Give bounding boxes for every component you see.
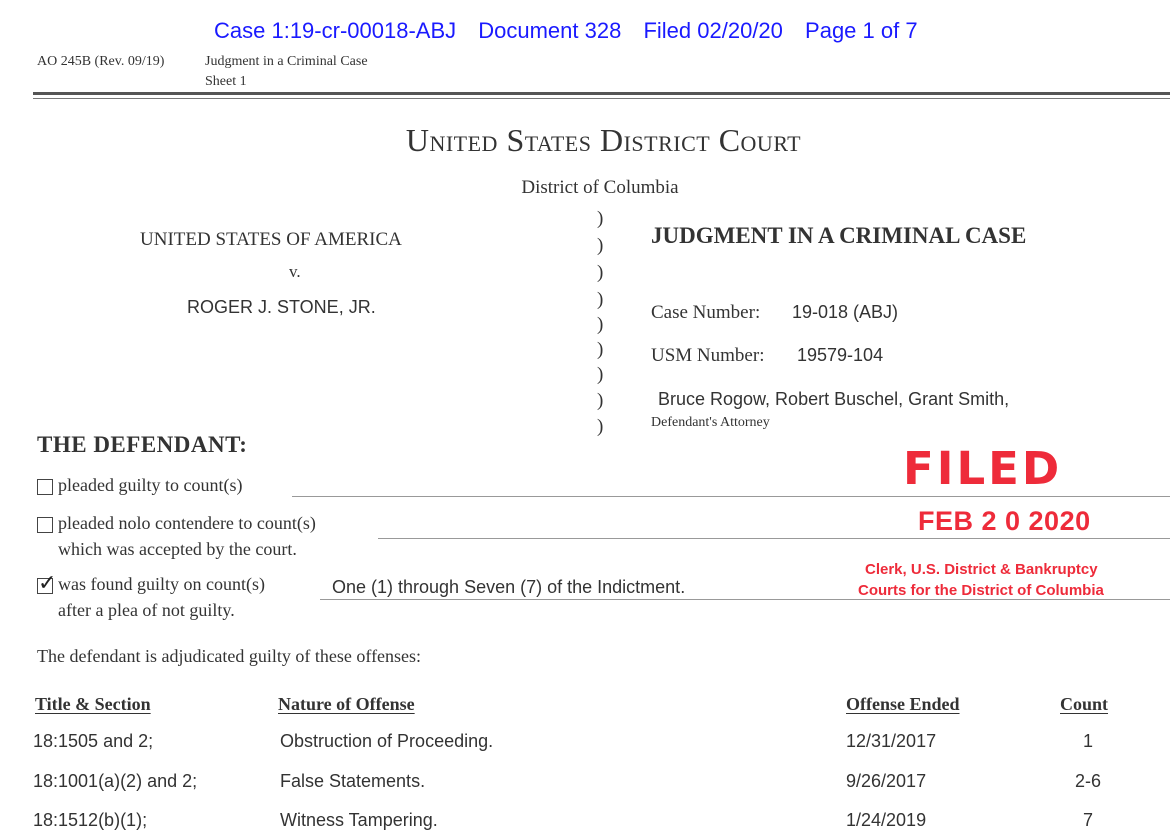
offense-nature: Obstruction of Proceeding. [280, 731, 494, 751]
ecf-case-number: Case 1:19-cr-00018-ABJ [214, 18, 457, 43]
caption-paren: ) [597, 235, 604, 256]
offense-title-section: 18:1512(b)(1); [33, 810, 148, 830]
nolo-contendere-sub: which was accepted by the court. [58, 539, 297, 559]
caption-paren: ) [597, 416, 604, 437]
offense-ended: 1/24/2019 [846, 810, 927, 830]
found-guilty-counts-value: One (1) through Seven (7) of the Indictment. [332, 577, 686, 597]
form-id: AO 245B (Rev. 09/19) [37, 54, 165, 69]
caption-paren: ) [597, 289, 604, 310]
defendant-attorney-label: Defendant's Attorney [651, 415, 770, 430]
nolo-contendere-fill-line [378, 538, 1170, 539]
ecf-filed-date: Filed 02/20/20 [643, 18, 783, 43]
offenses-intro: The defendant is adjudicated guilty of these offenses: [37, 646, 422, 666]
offense-col-nature: Nature of Offense [278, 694, 415, 714]
caption-paren: ) [597, 314, 604, 335]
ecf-header [214, 18, 934, 44]
court-name: United States District Court [405, 122, 802, 158]
header-rule-thick [33, 92, 1170, 95]
defendant-attorneys: Bruce Rogow, Robert Buschel, Grant Smith, [658, 389, 1010, 409]
ecf-document-number: Document 328 [478, 18, 622, 43]
offense-ended: 12/31/2017 [846, 731, 937, 751]
case-number-value: 19-018 (ABJ) [792, 302, 899, 322]
pleaded-guilty-fill-line [292, 496, 1170, 497]
found-guilty-fill-line [320, 599, 1170, 600]
caption-paren: ) [597, 262, 604, 283]
check-mark-icon: ✓ [38, 570, 57, 595]
offense-nature: False Statements. [280, 771, 426, 791]
filed-stamp: FILED [903, 442, 1063, 495]
nolo-contendere-label: pleaded nolo contendere to count(s) [58, 513, 316, 533]
court-district: District of Columbia [521, 177, 679, 198]
form-sheet: Sheet 1 [205, 74, 247, 89]
pleaded-guilty-checkbox[interactable] [37, 479, 53, 495]
offense-title-section: 18:1505 and 2; [33, 731, 154, 751]
filed-stamp-date: FEB 2 0 2020 [918, 506, 1091, 536]
defendant-section-heading: THE DEFENDANT: [37, 432, 248, 457]
offense-nature: Witness Tampering. [280, 810, 438, 830]
filed-stamp-clerk-line1: Clerk, U.S. District & Bankruptcy [865, 561, 1098, 578]
offense-ended: 9/26/2017 [846, 771, 927, 791]
caption-paren: ) [597, 339, 604, 360]
header-rule-thin [33, 98, 1170, 99]
caption-paren: ) [597, 364, 604, 385]
form-title: Judgment in a Criminal Case [205, 54, 368, 69]
offense-col-count: Count [1060, 694, 1109, 714]
offense-count: 7 [1082, 810, 1093, 830]
judgment-title: JUDGMENT IN A CRIMINAL CASE [651, 223, 1027, 248]
offense-count: 2-6 [1074, 771, 1101, 791]
caption-defendant: ROGER J. STONE, JR. [187, 297, 376, 317]
found-guilty-label: was found guilty on count(s) [58, 574, 265, 594]
filed-stamp-clerk-line2: Courts for the District of Columbia [858, 582, 1104, 599]
caption-paren: ) [597, 390, 604, 411]
offense-title-section: 18:1001(a)(2) and 2; [33, 771, 198, 791]
caption-plaintiff: UNITED STATES OF AMERICA [140, 229, 402, 250]
offense-count: 1 [1082, 731, 1093, 751]
ecf-page-count: Page 1 of 7 [805, 18, 918, 43]
offense-col-ended: Offense Ended [846, 694, 960, 714]
usm-number-value: 19579-104 [797, 345, 884, 365]
nolo-contendere-checkbox[interactable] [37, 517, 53, 533]
usm-number-label: USM Number: [651, 345, 765, 366]
pleaded-guilty-label: pleaded guilty to count(s) [58, 475, 243, 495]
found-guilty-sub: after a plea of not guilty. [58, 600, 235, 620]
caption-versus: v. [289, 262, 301, 281]
offense-col-title-section: Title & Section [35, 694, 151, 714]
case-number-label: Case Number: [651, 302, 761, 323]
caption-paren: ) [597, 208, 604, 229]
found-guilty-checkbox[interactable] [37, 570, 57, 595]
